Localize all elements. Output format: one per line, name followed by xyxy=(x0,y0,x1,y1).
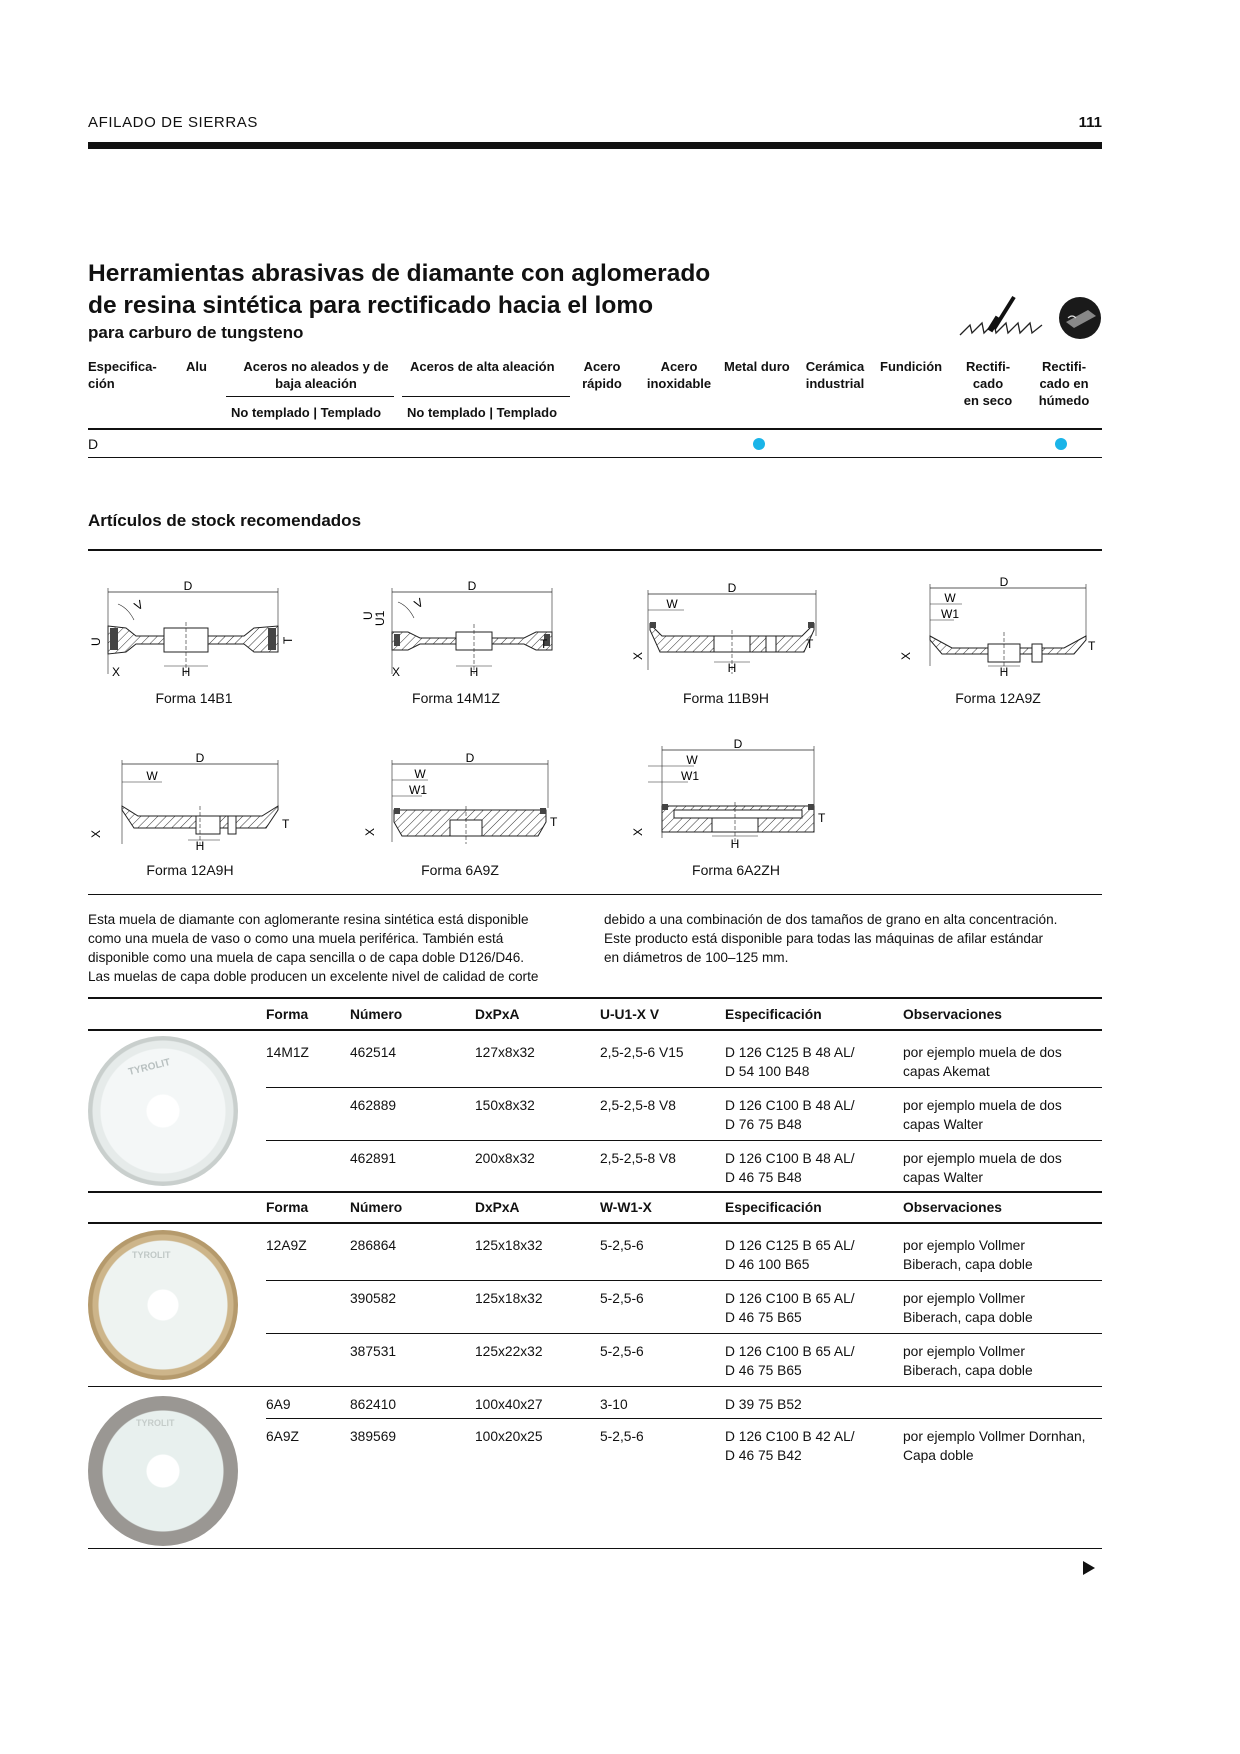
dim-w: W xyxy=(686,753,698,767)
th-especificacion: Especificación xyxy=(725,1007,822,1022)
td-numero: 462889 xyxy=(350,1098,397,1113)
diagram-12a9z xyxy=(890,574,1102,680)
td-forma: 12A9Z xyxy=(266,1238,307,1253)
diagrams-rule xyxy=(88,894,1102,895)
dim-h: H xyxy=(461,839,471,852)
td-spec: D 126 C100 B 48 AL/ xyxy=(725,1098,855,1113)
dim-x: X xyxy=(631,827,645,836)
col-especificacion xyxy=(88,358,157,392)
col-aceros-no-aleados-l2: baja aleación xyxy=(275,376,357,391)
dim-v: V xyxy=(411,595,426,612)
description-line: en diámetros de 100–125 mm. xyxy=(604,950,789,965)
dim-x: X xyxy=(363,827,377,836)
table1-top-rule xyxy=(88,997,1102,999)
td-dims: 5-2,5-6 xyxy=(600,1291,644,1306)
dim-w: W xyxy=(414,767,426,781)
page-header xyxy=(88,112,1102,152)
td-numero: 286864 xyxy=(350,1238,397,1253)
td-obs: Biberach, capa doble xyxy=(903,1310,1033,1325)
dim-v: V xyxy=(131,597,146,614)
col-metal-duro: Metal duro xyxy=(724,359,790,374)
col-aceros-no-aleados xyxy=(226,358,406,392)
product-image-12a9z xyxy=(88,1230,238,1380)
dim-w: W xyxy=(666,597,678,611)
page-subtitle: para carburo de tungsteno xyxy=(88,323,304,342)
td-spec: D 126 C100 B 42 AL/ xyxy=(725,1429,855,1444)
stock-heading: Artículos de stock recomendados xyxy=(88,511,362,530)
diagram-label: Forma 12A9H xyxy=(146,862,234,878)
spec-table-rule xyxy=(88,428,1102,430)
table2-header-rule xyxy=(88,1222,1102,1224)
td-dxpxa: 150x8x32 xyxy=(475,1098,535,1113)
description-line: disponible como una muela de capa sencilla o de capa doble D126/D46. xyxy=(88,950,525,965)
applicability-dot-rect-humedo xyxy=(1055,438,1067,450)
col-rect-seco-l1: Rectifi- xyxy=(965,359,1011,374)
diagram-14b1 xyxy=(88,578,300,680)
td-dims: 2,5-2,5-8 V8 xyxy=(600,1098,676,1113)
wet-grinding-icon xyxy=(1058,296,1102,340)
col-rect-humedo-l1: Rectifi- xyxy=(1041,359,1087,374)
td-obs: por ejemplo muela de dos xyxy=(903,1098,1062,1113)
table2-bottom-rule xyxy=(88,1548,1102,1549)
td-obs: capas Walter xyxy=(903,1117,983,1132)
col-rect-seco-l3: en seco xyxy=(963,393,1013,408)
td-obs: por ejemplo Vollmer xyxy=(903,1344,1025,1359)
col-especificacion-l1: Especifica- xyxy=(88,359,157,374)
th-forma: Forma xyxy=(266,1007,309,1022)
dim-w1: W1 xyxy=(681,769,699,783)
col-fundicion: Fundición xyxy=(880,359,943,374)
stock-heading-rule xyxy=(88,549,1102,551)
td-spec: D 126 C100 B 65 AL/ xyxy=(725,1344,855,1359)
td-obs: por ejemplo muela de dos xyxy=(903,1045,1062,1060)
dim-x: X xyxy=(392,665,401,679)
td-numero: 390582 xyxy=(350,1291,397,1306)
td-dims: 2,5-2,5-8 V8 xyxy=(600,1151,676,1166)
dim-x: X xyxy=(899,651,913,660)
td-spec: D 46 100 B65 xyxy=(725,1257,810,1272)
next-page-arrow-icon[interactable] xyxy=(1083,1561,1095,1575)
diagram-6a9z xyxy=(352,746,564,852)
diagram-12a9h xyxy=(88,750,300,856)
td-dxpxa: 125x22x32 xyxy=(475,1344,543,1359)
td-numero: 862410 xyxy=(350,1397,397,1412)
col-aceros-alta: Aceros de alta aleación xyxy=(410,359,555,374)
col-ceramica xyxy=(802,358,868,392)
dim-t: T xyxy=(282,817,290,831)
td-dims: 5-2,5-6 xyxy=(600,1344,644,1359)
header-rule xyxy=(88,142,1102,149)
col-acero-rapido-l1: Acero xyxy=(583,359,621,374)
dim-w: W xyxy=(146,769,158,783)
dim-d: D xyxy=(999,575,1009,589)
diagram-6a2zh xyxy=(620,736,842,852)
diagram-label: Forma 12A9Z xyxy=(955,690,1041,706)
diagram-label: Forma 11B9H xyxy=(682,690,770,706)
dim-x: X xyxy=(112,665,121,679)
dim-t: T xyxy=(818,811,826,825)
td-obs: capas Walter xyxy=(903,1170,983,1185)
row-divider xyxy=(266,1418,1102,1419)
col-ceramica-l1: Cerámica xyxy=(805,359,865,374)
description-col-1 xyxy=(88,910,588,986)
diagram-label: Forma 6A2ZH xyxy=(692,862,780,878)
th-observaciones: Observaciones xyxy=(903,1007,1002,1022)
th-dxpxa: DxPxA xyxy=(475,1007,520,1022)
applicability-dot-metal-duro xyxy=(753,438,765,450)
td-dims: 5-2,5-6 xyxy=(600,1238,644,1253)
wheel-brand-logo: TYROLIT xyxy=(127,1056,172,1079)
table2-top-rule xyxy=(88,1191,1102,1193)
dim-h: H xyxy=(730,837,740,851)
td-forma: 6A9 xyxy=(266,1397,291,1412)
col-acero-inox-l1: Acero xyxy=(660,359,698,374)
td-dxpxa: 200x8x32 xyxy=(475,1151,535,1166)
td-spec: D 54 100 B48 xyxy=(725,1064,810,1079)
table1-header-rule xyxy=(88,1029,1102,1031)
col-rect-humedo-l2: cado en xyxy=(1039,376,1089,391)
td-dims: 5-2,5-6 xyxy=(600,1429,644,1444)
diagram-11b9h xyxy=(620,580,832,680)
dim-h: H xyxy=(181,665,191,679)
description-col-2 xyxy=(604,910,1104,967)
page-title xyxy=(88,258,848,322)
subheader-no-aleados: No templado | Templado xyxy=(231,405,382,420)
td-obs: Biberach, capa doble xyxy=(903,1257,1033,1272)
th-especificacion: Especificación xyxy=(725,1200,822,1215)
td-spec: D 126 C100 B 48 AL/ xyxy=(725,1151,855,1166)
col-aceros-no-aleados-l1: Aceros no aleados y de xyxy=(243,359,389,374)
td-obs: por ejemplo Vollmer xyxy=(903,1291,1025,1306)
td-obs: capas Akemat xyxy=(903,1064,990,1079)
td-numero: 387531 xyxy=(350,1344,397,1359)
td-obs: Biberach, capa doble xyxy=(903,1363,1033,1378)
td-obs: Capa doble xyxy=(903,1448,974,1463)
diagram-label: Forma 14B1 xyxy=(155,690,233,706)
td-spec: D 76 75 B48 xyxy=(725,1117,802,1132)
dim-h: H xyxy=(999,665,1009,679)
row-divider xyxy=(266,1140,1102,1141)
td-forma: 6A9Z xyxy=(266,1429,299,1444)
col-rect-seco-l2: cado xyxy=(972,376,1004,391)
description-line: Las muelas de capa doble producen un excelente nivel de calidad de corte xyxy=(88,969,539,984)
dim-t: T xyxy=(1088,639,1096,653)
th-forma: Forma xyxy=(266,1200,309,1215)
product-image-14m1z xyxy=(88,1036,238,1186)
dim-h: H xyxy=(195,839,205,853)
subheader-alta: No templado | Templado xyxy=(407,405,558,420)
dim-d: D xyxy=(183,579,193,593)
row-divider xyxy=(266,1087,1102,1088)
td-numero: 462514 xyxy=(350,1045,397,1060)
col-rect-seco xyxy=(956,358,1020,409)
row-divider xyxy=(266,1333,1102,1334)
description-line: Esta muela de diamante con aglomerante resina sintética está disponible xyxy=(88,912,529,927)
col-acero-inox xyxy=(644,358,714,392)
dim-h: H xyxy=(727,661,737,675)
dim-t: T xyxy=(806,637,814,651)
dim-t: T xyxy=(550,815,558,829)
spec-table-bottom-rule xyxy=(88,457,1102,458)
td-dims: 3-10 xyxy=(600,1397,628,1412)
title-line-1: Herramientas abrasivas de diamante con aglomerado xyxy=(88,260,711,287)
td-forma: 14M1Z xyxy=(266,1045,309,1060)
td-spec: D 126 C125 B 65 AL/ xyxy=(725,1238,855,1253)
th-dims: W-W1-X xyxy=(600,1200,652,1215)
dim-x: X xyxy=(89,829,103,838)
dim-u: U xyxy=(89,637,103,646)
dim-d: D xyxy=(727,581,737,595)
col-acero-rapido-l2: rápido xyxy=(582,376,622,391)
td-spec: D 46 75 B65 xyxy=(725,1310,802,1325)
td-dxpxa: 127x8x32 xyxy=(475,1045,535,1060)
dim-t: T xyxy=(540,637,548,651)
td-obs: por ejemplo Vollmer Dornhan, xyxy=(903,1429,1086,1444)
th-observaciones: Observaciones xyxy=(903,1200,1002,1215)
diagram-label: Forma 14M1Z xyxy=(412,690,500,706)
td-dims: 2,5-2,5-6 V15 xyxy=(600,1045,684,1060)
td-dxpxa: 100x20x25 xyxy=(475,1429,543,1444)
description-line: debido a una combinación de dos tamaños de grano en alta concentración. xyxy=(604,912,1058,927)
col-acero-rapido xyxy=(578,358,626,392)
dim-u1: U1 xyxy=(373,610,387,626)
th-dims: U-U1-X V xyxy=(600,1007,660,1022)
row-divider xyxy=(266,1280,1102,1281)
th-dxpxa: DxPxA xyxy=(475,1200,520,1215)
subheader-rule-2 xyxy=(402,396,570,397)
product-image-6a9z xyxy=(88,1396,238,1546)
col-alu: Alu xyxy=(186,359,207,374)
td-obs: por ejemplo Vollmer xyxy=(903,1238,1025,1253)
dim-d: D xyxy=(467,579,477,593)
dim-d: D xyxy=(465,751,475,765)
col-especificacion-l2: ción xyxy=(88,376,115,391)
wheel-brand-logo: TYROLIT xyxy=(136,1418,175,1428)
dim-d: D xyxy=(195,751,205,765)
dim-u: U xyxy=(361,611,375,620)
td-numero: 389569 xyxy=(350,1429,397,1444)
td-numero: 462891 xyxy=(350,1151,397,1166)
col-ceramica-l2: industrial xyxy=(805,376,865,391)
col-rect-humedo-l3: húmedo xyxy=(1038,393,1090,408)
dim-d: D xyxy=(733,737,743,751)
section-title: AFILADO DE SIERRAS xyxy=(88,114,259,131)
th-numero: Número xyxy=(350,1007,403,1022)
col-acero-inox-l2: inoxidable xyxy=(646,376,712,391)
th-numero: Número xyxy=(350,1200,403,1215)
td-spec: D 46 75 B48 xyxy=(725,1170,802,1185)
dim-w: W xyxy=(944,591,956,605)
title-line-2: de resina sintética para rectificado hacia el lomo xyxy=(88,292,654,319)
dim-t: T xyxy=(281,636,295,644)
wheel-brand-logo: TYROLIT xyxy=(132,1250,171,1260)
dim-w1: W1 xyxy=(941,607,959,621)
row-divider xyxy=(88,1386,1102,1387)
dim-w1: W1 xyxy=(409,783,427,797)
td-spec: D 126 C100 B 65 AL/ xyxy=(725,1291,855,1306)
diagram-14m1z xyxy=(346,578,558,680)
description-line: como una muela de vaso o como una muela periférica. También está xyxy=(88,931,504,946)
td-spec: D 46 75 B65 xyxy=(725,1363,802,1378)
td-obs: por ejemplo muela de dos xyxy=(903,1151,1062,1166)
dim-x: X xyxy=(631,651,645,660)
td-spec: D 126 C125 B 48 AL/ xyxy=(725,1045,855,1060)
td-dxpxa: 125x18x32 xyxy=(475,1291,543,1306)
subheader-rule-1 xyxy=(226,396,394,397)
td-dxpxa: 125x18x32 xyxy=(475,1238,543,1253)
spec-row-label: D xyxy=(88,436,99,452)
diagram-label: Forma 6A9Z xyxy=(421,862,499,878)
td-spec: D 39 75 B52 xyxy=(725,1397,802,1412)
td-dxpxa: 100x40x27 xyxy=(475,1397,543,1412)
col-rect-humedo xyxy=(1032,358,1096,409)
page-number: 111 xyxy=(1078,114,1102,131)
saw-grinding-icon xyxy=(958,295,1044,341)
dim-h: H xyxy=(469,665,479,679)
td-spec: D 46 75 B42 xyxy=(725,1448,802,1463)
description-line: Este producto está disponible para todas las máquinas de afilar estándar xyxy=(604,931,1044,946)
